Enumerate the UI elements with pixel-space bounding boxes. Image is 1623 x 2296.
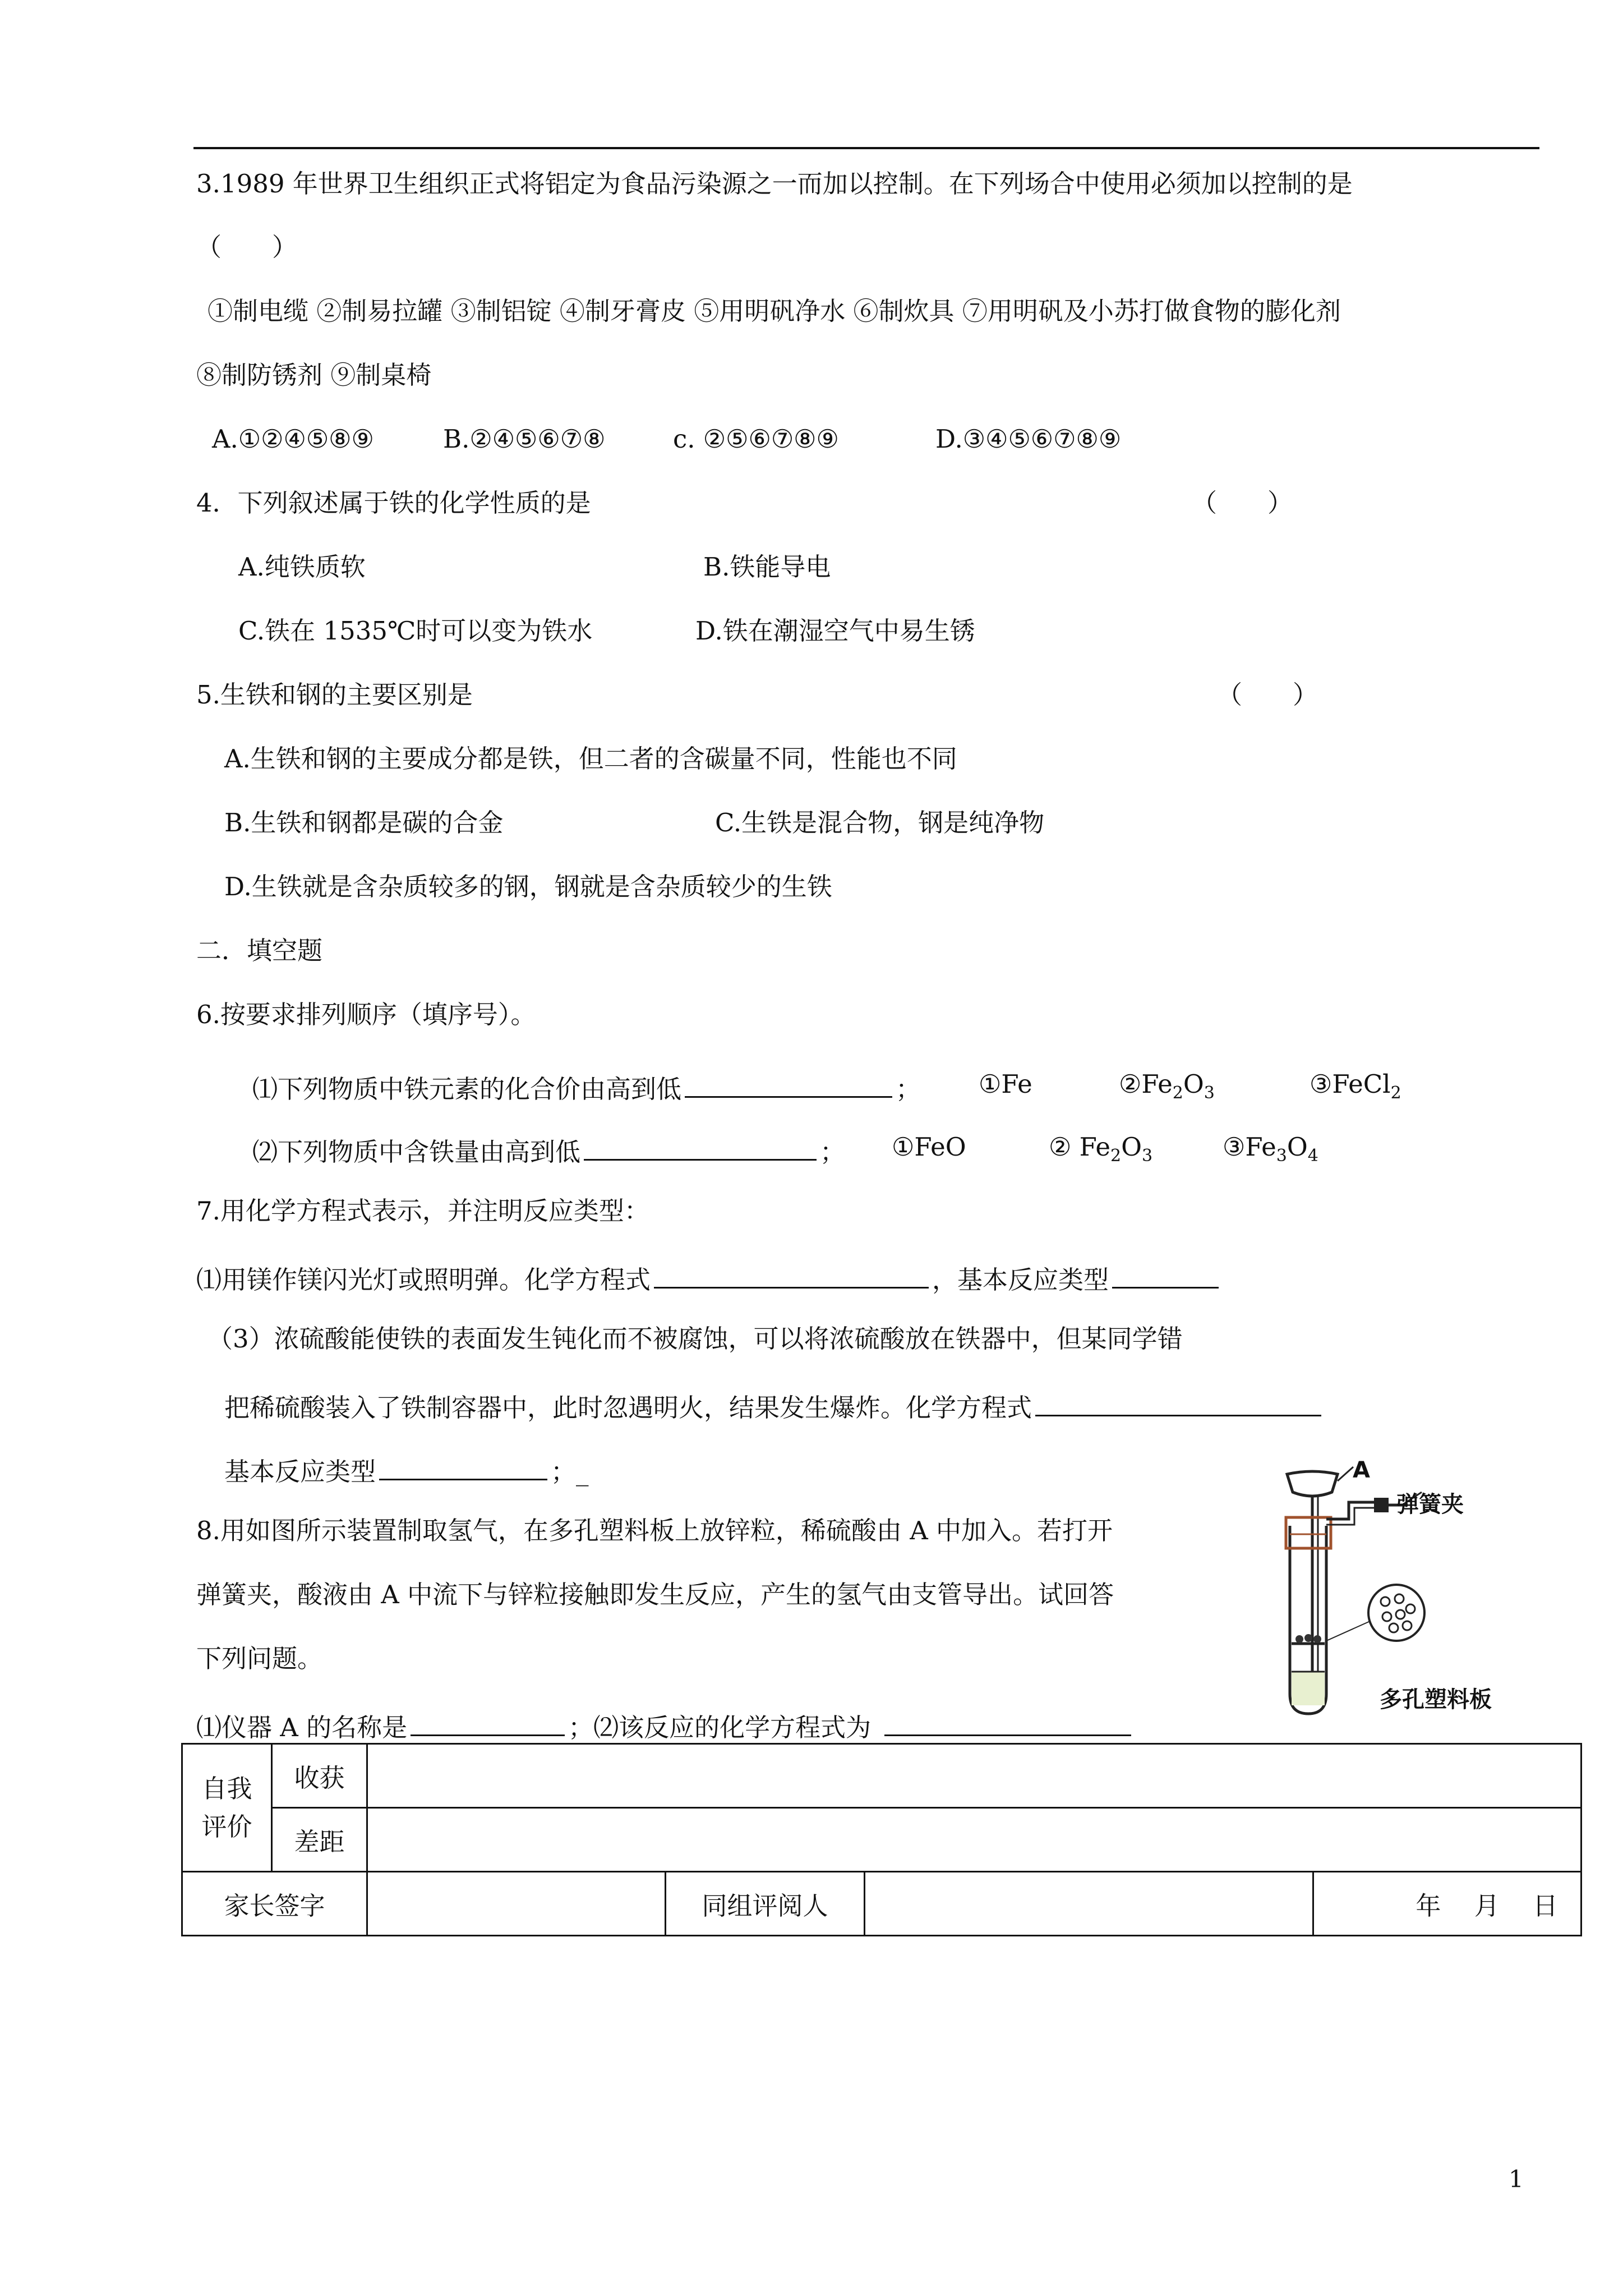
q8-line1: 8.用如图所示装置制取氢气，在多孔塑料板上放锌粒，稀硫酸由 A 中加入。若打开: [196, 1516, 1113, 1545]
q3-choice-c: c. ②⑤⑥⑦⑧⑨: [673, 424, 839, 454]
q5-choice-c: C.生铁是混合物，钢是纯净物: [715, 808, 1045, 838]
peer-reviewer-input-cell[interactable]: [865, 1872, 1313, 1936]
parent-sign-label: 家长签字: [182, 1872, 367, 1936]
q5-answer-paren: （ ）: [1217, 680, 1318, 710]
q6-part1-opt3: ③FeCl$_2$: [1310, 1069, 1401, 1103]
gap-input-cell[interactable]: [367, 1808, 1581, 1872]
q6-part1-text: ⑴下列物质中铁元素的化合价由高到低: [252, 1074, 682, 1104]
q6-part2-opt3: $③Fe_3O_4$: [1223, 1132, 1318, 1166]
q3-choice-d: D.③④⑤⑥⑦⑧⑨: [935, 424, 1122, 454]
q4-choice-d: D.铁在潮湿空气中易生锈: [695, 616, 975, 646]
q7-stem: 7.用化学方程式表示，并注明反应类型：: [196, 1196, 649, 1226]
gain-label: 收获: [272, 1744, 367, 1808]
q3-choice-b: B.②④⑤⑥⑦⑧: [443, 424, 606, 454]
peer-reviewer-label: 同组评阅人: [666, 1872, 865, 1936]
q6-stem: 6.按要求排列顺序（填序号）。: [196, 1000, 536, 1029]
q6-part1: [252, 1071, 921, 1102]
q7-part3-line2: 把稀硫酸装入了铁制容器中，此时忽遇明火，结果发生爆炸。化学方程式: [224, 1390, 1325, 1420]
q3-answer-paren: （ ）: [196, 232, 298, 262]
q4-choice-b: B.铁能导电: [703, 552, 831, 582]
q4-choice-a: A.纯铁质软: [238, 552, 366, 582]
figure-label-spring-clip: 弹簧夹: [1396, 1492, 1464, 1517]
q5-choice-b: B.生铁和钢都是碳的合金: [224, 808, 504, 838]
spring-clip: [1374, 1498, 1389, 1512]
parent-sign-input-cell[interactable]: [367, 1872, 666, 1936]
self-eval-label-line2: 评价: [201, 1811, 252, 1842]
gain-input-cell[interactable]: [367, 1744, 1581, 1808]
q7-part1-equation-blank[interactable]: [654, 1262, 929, 1289]
q3-stem: 3.1989 年世界卫生组织正式将铝定为食品污染源之一而加以控制。在下列场合中使用必须加以控制的是: [196, 169, 1353, 199]
q6-part2-answer-blank[interactable]: [584, 1134, 817, 1161]
q6-part1-opt1: ①Fe: [979, 1069, 1032, 1099]
q7-part3-line1: （3）浓硫酸能使铁的表面发生钝化而不被腐蚀，可以将浓硫酸放在铁器中，但某同学错: [208, 1324, 1183, 1354]
stopper: [1286, 1517, 1331, 1548]
q6-part2: [252, 1134, 845, 1165]
q4-choice-c: C.铁在 1535℃时可以变为铁水: [238, 616, 593, 646]
q3-options-line2: ⑧制防锈剂 ⑨制桌椅: [196, 360, 432, 390]
q6-part2-sep: ；: [820, 1137, 846, 1167]
q3-choice-a: A.①②④⑤⑧⑨: [212, 424, 374, 454]
self-eval-label-line1: 自我: [201, 1774, 252, 1803]
q7-part1-text: ⑴用镁作镁闪光灯或照明弹。化学方程式: [196, 1265, 651, 1295]
q4-answer-paren: （ ）: [1192, 488, 1293, 518]
q4-stem: 4．下列叙述属于铁的化学性质的是: [196, 488, 591, 518]
q6-part2-text: ⑵下列物质中含铁量由高到低: [252, 1137, 581, 1167]
q5-stem: 5.生铁和钢的主要区别是: [196, 680, 473, 710]
q8-instrument-name-blank[interactable]: [411, 1710, 565, 1736]
q7-part3-equation-blank[interactable]: [1035, 1390, 1321, 1416]
q8-line3: 下列问题。: [196, 1644, 323, 1673]
q6-part2-opt2: ② $Fe_2O_3$: [1049, 1132, 1153, 1166]
gap-label: 差距: [272, 1808, 367, 1872]
q6-part2-opt1: ①FeO: [892, 1132, 966, 1162]
q7-part1: [196, 1262, 1222, 1295]
funnel-cup: [1287, 1471, 1338, 1496]
q7-part3-type-blank[interactable]: [379, 1454, 547, 1480]
q7-part1-type-blank[interactable]: [1112, 1262, 1219, 1289]
q8-line4: ⑴仪器 A 的名称是 ；⑵该反应的化学方程式为: [196, 1710, 1135, 1740]
figure-label-a: A: [1353, 1457, 1370, 1483]
q5-choice-a: A.生铁和钢的主要成分都是铁，但二者的含碳量不同，性能也不同: [224, 744, 957, 774]
q8-equation-blank[interactable]: [884, 1710, 1131, 1736]
q8-line2: 弹簧夹，酸液由 A 中流下与锌粒接触即发生反应，产生的氢气由支管导出。试回答: [196, 1580, 1114, 1609]
q6-part1-answer-blank[interactable]: [685, 1071, 892, 1098]
q6-part1-sep: ；: [896, 1074, 921, 1104]
q7-part3-line3: 基本反应类型 ；_: [224, 1454, 589, 1484]
q7-part1-type-label: ，基本反应类型: [932, 1265, 1109, 1295]
self-eval-label-cell: [182, 1744, 272, 1872]
date-cell[interactable]: 年 月 日: [1313, 1872, 1581, 1936]
q5-choice-d: D.生铁就是含杂质较多的钢，钢就是含杂质较少的生铁: [224, 872, 832, 901]
q6-part1-opt2: $②Fe_2O_3$: [1119, 1069, 1215, 1103]
section-fill-in-heading: 二．填空题: [196, 936, 323, 965]
self-evaluation-table: [181, 1743, 1582, 1936]
page-number: 1: [1509, 2165, 1524, 2193]
q3-options-line1: ①制电缆 ②制易拉罐 ③制铝锭 ④制牙膏皮 ⑤用明矾净水 ⑥制炊具 ⑦用明矾及小苏打做食物的膨化剂: [208, 296, 1341, 326]
figure-label-porous-plate: 多孔塑料板: [1380, 1687, 1492, 1713]
header-rule: [193, 147, 1539, 149]
label-a-leader: [1338, 1467, 1353, 1481]
side-tube: [1326, 1502, 1377, 1519]
acid-liquid: [1292, 1672, 1325, 1705]
